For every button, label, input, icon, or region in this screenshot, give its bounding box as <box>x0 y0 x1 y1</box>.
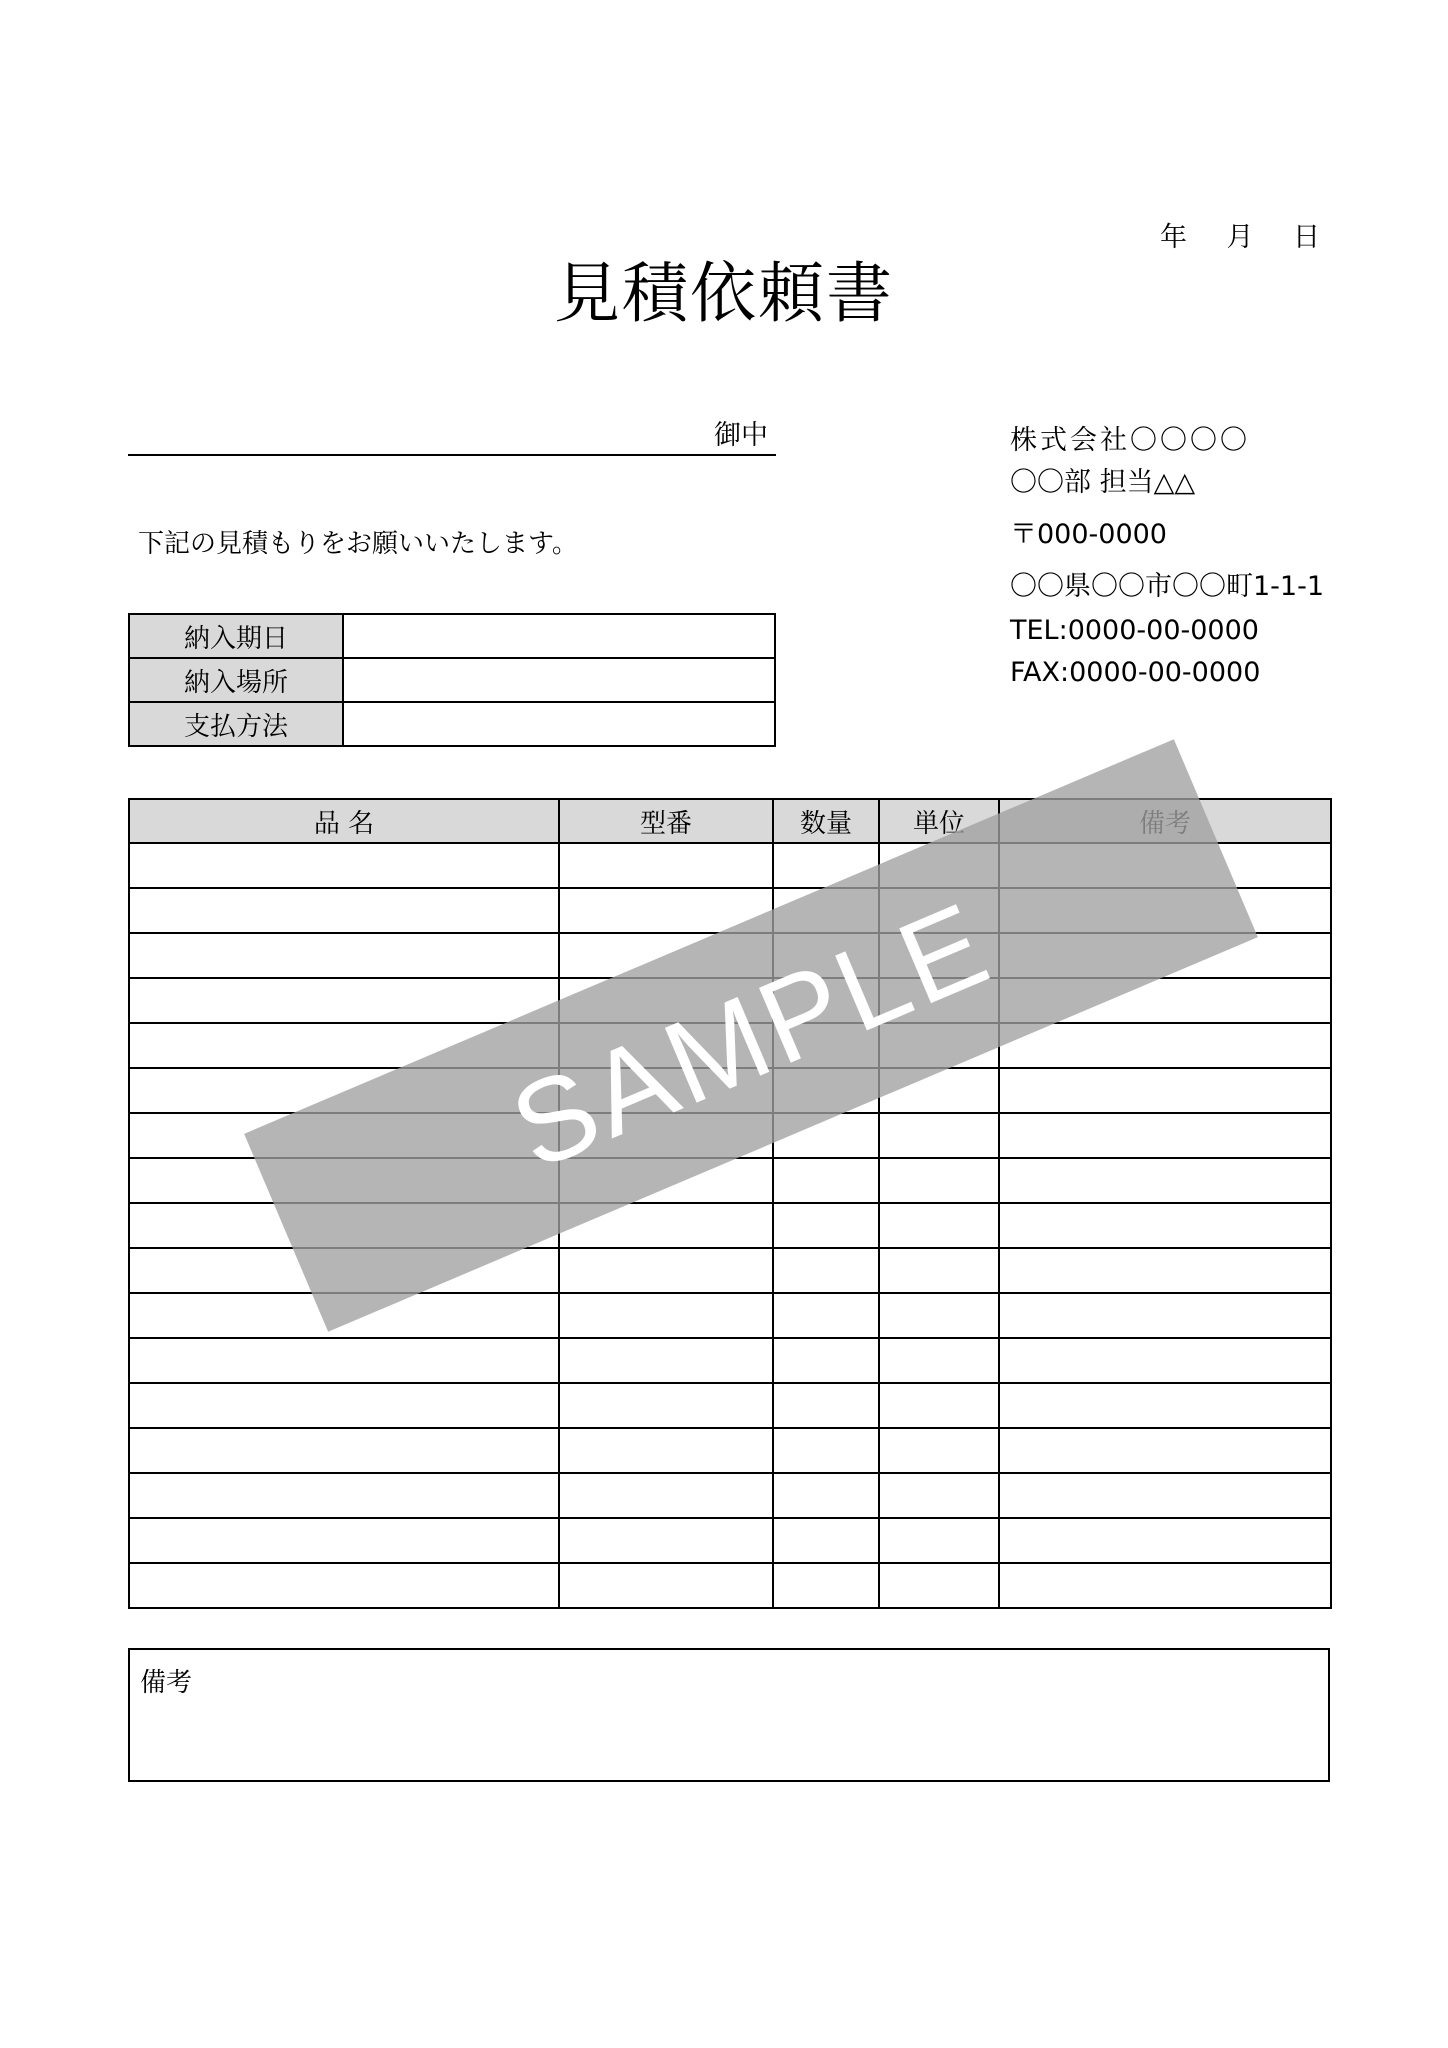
table-row <box>129 1338 1331 1383</box>
document-title: 見積依頼書 <box>554 255 894 332</box>
item-cell[interactable] <box>129 1338 559 1383</box>
item-cell[interactable] <box>773 1428 879 1473</box>
item-cell[interactable] <box>129 1383 559 1428</box>
item-cell[interactable] <box>879 1158 999 1203</box>
item-cell[interactable] <box>999 1158 1331 1203</box>
company-tel: TEL:0000-00-0000 <box>1010 615 1259 646</box>
table-row <box>129 1428 1331 1473</box>
item-cell[interactable] <box>999 1518 1331 1563</box>
item-cell[interactable] <box>999 1293 1331 1338</box>
item-cell[interactable] <box>999 1248 1331 1293</box>
items-header-cell: 型番 <box>559 799 773 843</box>
item-cell[interactable] <box>773 1248 879 1293</box>
item-cell[interactable] <box>999 1338 1331 1383</box>
item-cell[interactable] <box>559 1563 773 1608</box>
item-cell[interactable] <box>879 1293 999 1338</box>
item-cell[interactable] <box>879 1428 999 1473</box>
item-cell[interactable] <box>999 1113 1331 1158</box>
item-cell[interactable] <box>879 1338 999 1383</box>
info-row <box>129 702 775 746</box>
table-row <box>129 1383 1331 1428</box>
item-cell[interactable] <box>129 888 559 933</box>
item-cell[interactable] <box>999 1383 1331 1428</box>
item-cell[interactable] <box>129 1428 559 1473</box>
items-header-cell: 品 名 <box>129 799 559 843</box>
info-row <box>129 658 775 702</box>
info-label: 支払方法 <box>129 702 343 746</box>
items-header-cell: 単位 <box>879 799 999 843</box>
company-name: 株式会社〇〇〇〇 <box>1010 425 1250 456</box>
item-cell[interactable] <box>773 1203 879 1248</box>
company-dept: 〇〇部 担当△△ <box>1010 467 1196 498</box>
item-cell[interactable] <box>879 1563 999 1608</box>
company-block <box>1010 420 1324 694</box>
item-cell[interactable] <box>879 1113 999 1158</box>
item-cell[interactable] <box>559 1338 773 1383</box>
item-cell[interactable] <box>999 1428 1331 1473</box>
item-cell[interactable] <box>129 843 559 888</box>
item-cell[interactable] <box>773 1338 879 1383</box>
item-cell[interactable] <box>879 1383 999 1428</box>
item-cell[interactable] <box>999 1473 1331 1518</box>
item-cell[interactable] <box>559 1473 773 1518</box>
sample-watermark: SAMPLE <box>244 739 1258 1332</box>
info-row <box>129 614 775 658</box>
month-label: 月 <box>1226 222 1254 253</box>
table-row <box>129 1473 1331 1518</box>
items-header-cell: 数量 <box>773 799 879 843</box>
item-cell[interactable] <box>773 1473 879 1518</box>
item-cell[interactable] <box>129 1563 559 1608</box>
item-cell[interactable] <box>559 843 773 888</box>
item-cell[interactable] <box>879 1248 999 1293</box>
item-cell[interactable] <box>129 978 559 1023</box>
info-value-cell[interactable] <box>343 702 775 746</box>
company-postal: 〒000-0000 <box>1010 519 1167 550</box>
info-value-cell[interactable] <box>343 658 775 702</box>
item-cell[interactable] <box>559 1248 773 1293</box>
request-text: 下記の見積もりをお願いいたします。 <box>138 529 578 559</box>
item-cell[interactable] <box>773 1293 879 1338</box>
table-row <box>129 1563 1331 1608</box>
item-cell[interactable] <box>999 1563 1331 1608</box>
item-cell[interactable] <box>559 1293 773 1338</box>
remarks-label: 備考 <box>140 1668 193 1698</box>
item-cell[interactable] <box>129 933 559 978</box>
day-label: 日 <box>1293 222 1320 253</box>
table-row <box>129 1518 1331 1563</box>
item-cell[interactable] <box>879 1518 999 1563</box>
company-address: 〇〇県〇〇市〇〇町1-1-1 <box>1010 571 1325 602</box>
company-fax: FAX:0000-00-0000 <box>1010 657 1261 688</box>
item-cell[interactable] <box>999 1203 1331 1248</box>
item-cell[interactable] <box>129 1518 559 1563</box>
info-label: 納入期日 <box>129 614 343 658</box>
delivery-info-table <box>128 613 776 747</box>
item-cell[interactable] <box>773 1563 879 1608</box>
item-cell[interactable] <box>879 1203 999 1248</box>
info-label: 納入場所 <box>129 658 343 702</box>
item-cell[interactable] <box>559 1428 773 1473</box>
item-cell[interactable] <box>773 1383 879 1428</box>
table-row <box>129 1293 1331 1338</box>
item-cell[interactable] <box>879 1473 999 1518</box>
item-cell[interactable] <box>559 1518 773 1563</box>
recipient-field[interactable] <box>128 420 776 456</box>
info-value-cell[interactable] <box>343 614 775 658</box>
item-cell[interactable] <box>773 1158 879 1203</box>
item-cell[interactable] <box>999 1068 1331 1113</box>
item-cell[interactable] <box>773 1518 879 1563</box>
recipient-suffix: 御中 <box>714 420 768 451</box>
item-cell[interactable] <box>129 1473 559 1518</box>
year-label: 年 <box>1160 222 1187 253</box>
item-cell[interactable] <box>559 1383 773 1428</box>
remarks-box[interactable] <box>128 1648 1330 1782</box>
item-cell[interactable] <box>999 1023 1331 1068</box>
